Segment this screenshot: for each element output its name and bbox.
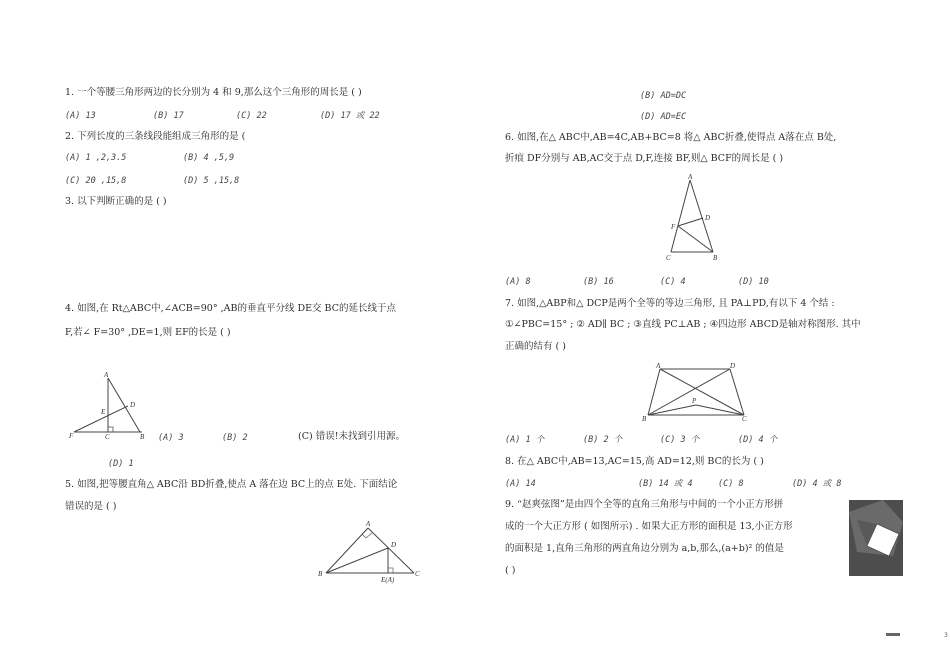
q1-option-d: (D) 17 或 22 <box>320 111 380 121</box>
q6-line2: 折痕 DF分别与 AB,AC交于点 D,F,连接 BF,则△ BCF的周长是 ( ) <box>505 153 784 164</box>
q7-label-d: D <box>730 362 736 370</box>
q4-figure <box>60 370 160 440</box>
q9-line1: 9. “赵爽弦图”是由四个全等的直角三角形与中间的一个小正方形拼 <box>505 499 784 510</box>
q5-line1: 5. 如图,把等腰直角△ ABC沿 BD折叠,使点 A 落在边 BC上的点 E处. 下面结论 <box>65 479 398 490</box>
q6-label-a: A <box>688 173 693 181</box>
q7-line3: 正确的结有 ( ) <box>505 341 566 352</box>
page-number: 3 <box>944 632 948 639</box>
q4-label-b: B <box>140 433 145 441</box>
q7-option-b: (B) 2 个 <box>583 435 623 445</box>
q7-label-b: B <box>642 415 647 423</box>
page-footer-bar <box>886 633 900 636</box>
q6-option-d: (D) 10 <box>738 277 769 287</box>
q5-option-b: (B) AD=DC <box>640 91 687 101</box>
q9-line3: 的面积是 1,直角三角形的两直角边分别为 a,b,那么,(a+b)² 的值是 <box>505 543 784 554</box>
q6-label-f: F <box>671 223 676 231</box>
q7-option-c: (C) 3 个 <box>660 435 700 445</box>
q5-label-a: A <box>366 520 371 528</box>
q3-stem: 3. 以下判断正确的是 ( ) <box>65 196 167 207</box>
q4-label-d: D <box>130 401 136 409</box>
q8-option-d: (D) 4 或 8 <box>792 479 842 489</box>
q7-label-a: A <box>656 362 661 370</box>
q6-figure <box>663 174 723 264</box>
q5-line2: 错误的是 ( ) <box>65 501 117 512</box>
q4-line2: F,若∠ F=30° ,DE=1,则 EF的长是 ( ) <box>65 327 231 338</box>
q7-line2: ①∠PBC=15° ; ② AD∥ BC ; ③直线 PC⊥AB ; ④四边形 ABCD是轴对称图形. 其中 <box>505 319 861 330</box>
q1-stem: 1. 一个等腰三角形两边的长分别为 4 和 9,那么这个三角形的周长是 ( ) <box>65 87 362 98</box>
q9-line2: 成的一个大正方形 ( 如图所示) . 如果大正方形的面积是 13,小正方形 <box>505 521 793 532</box>
q4-label-a: A <box>104 371 109 379</box>
q4-label-e: E <box>101 408 106 416</box>
q9-line4: ( ) <box>505 565 516 576</box>
q2-option-b: (B) 4 ,5,9 <box>183 153 235 163</box>
q4-option-c: (C) 错误!未找到引用源。 <box>298 431 406 442</box>
q1-option-b: (B) 17 <box>153 111 184 121</box>
q4-option-a: (A) 3 <box>158 433 184 443</box>
q5-label-e: E(A) <box>381 576 395 584</box>
q1-option-c: (C) 22 <box>236 111 267 121</box>
q2-stem: 2. 下列长度的三条线段能组成三角形的是 ( <box>65 131 246 142</box>
q5-figure <box>318 520 428 585</box>
q8-option-a: (A) 14 <box>505 479 536 489</box>
q4-label-f: F <box>69 432 74 440</box>
q5-label-c: C <box>415 570 420 578</box>
q2-option-d: (D) 5 ,15,8 <box>183 176 240 186</box>
q8-stem: 8. 在△ ABC中,AB=13,AC=15,高 AD=12,则 BC的长为 ( ) <box>505 456 764 467</box>
q8-option-c: (C) 8 <box>718 479 744 489</box>
q6-label-c: C <box>666 254 671 262</box>
q6-option-c: (C) 4 <box>660 277 686 287</box>
q6-option-a: (A) 8 <box>505 277 531 287</box>
q6-option-b: (B) 16 <box>583 277 614 287</box>
q1-option-a: (A) 13 <box>65 111 96 121</box>
q7-label-c: C <box>742 415 747 423</box>
q5-label-d: D <box>391 541 397 549</box>
q7-option-d: (D) 4 个 <box>738 435 778 445</box>
q4-label-c: C <box>105 433 110 441</box>
q9-chord-figure <box>849 500 903 576</box>
q8-option-b: (B) 14 或 4 <box>638 479 693 489</box>
q6-line1: 6. 如图,在△ ABC中,AB=4C,AB+BC=8 将△ ABC折叠,使得点 A落在点 B处, <box>505 132 837 143</box>
q7-option-a: (A) 1 个 <box>505 435 545 445</box>
q2-option-c: (C) 20 ,15,8 <box>65 176 127 186</box>
q7-line1: 7. 如图,△ABP和△ DCP是两个全等的等边三角形, 且 PA⊥PD,有以下 4 个结 : <box>505 298 835 309</box>
q6-label-b: B <box>713 254 718 262</box>
q7-figure <box>642 361 752 423</box>
q2-option-a: (A) 1 ,2,3.5 <box>65 153 127 163</box>
q5-option-d: (D) AD=EC <box>640 112 687 122</box>
q4-option-d: (D) 1 <box>108 459 134 469</box>
q4-line1: 4. 如图,在 Rt△ABC中,∠ACB=90° ,AB的垂直平分线 DE交 BC的延长线于点 <box>65 303 396 314</box>
q6-label-d: D <box>705 214 711 222</box>
q7-label-p: P <box>692 397 697 405</box>
q4-option-b: (B) 2 <box>222 433 248 443</box>
q5-label-b: B <box>318 570 323 578</box>
